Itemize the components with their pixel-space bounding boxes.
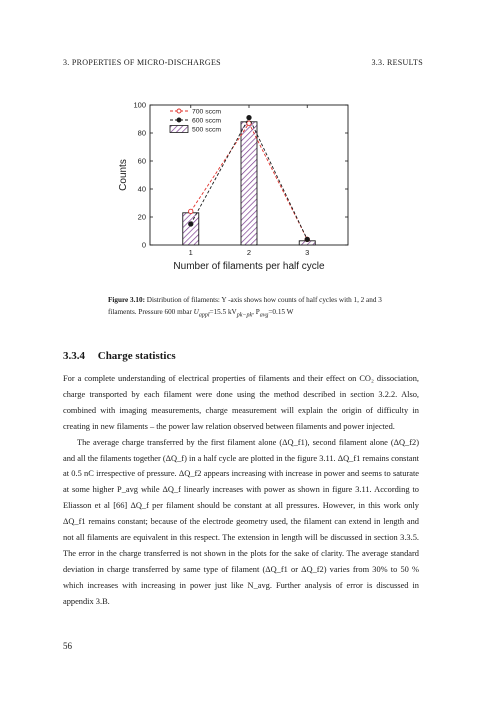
caption-u-value: =15.5 kV [209,307,237,316]
x-tick-label: 3 [305,248,310,257]
section-number: 3.3.4 [63,350,85,362]
data-point [305,237,309,241]
figure-caption [108,295,384,321]
x-axis-label: Number of filaments per half cycle [173,261,325,272]
y-tick-label: 0 [141,240,146,250]
data-point [189,209,193,213]
legend-marker [177,109,181,113]
caption-u-appl-sub: appl [198,311,210,318]
legend-label: 600 sccm [192,117,222,125]
y-tick-label: 80 [137,128,146,138]
y-tick-label: 60 [137,156,146,166]
caption-intro: Distribution of filaments: Y -axis shows how counts of half cycles with 1, 2 and 3 filaments. Pressure 600 mbar [108,296,382,316]
figure-3-10 [100,95,360,295]
section-heading [63,350,176,362]
data-point [247,115,251,119]
caption-label: Figure 3.10: [108,296,145,304]
body-text [63,371,419,610]
y-tick-label: 100 [133,100,146,110]
bar [183,213,199,245]
caption-p-value: =0.15 W [268,307,294,316]
legend-label: 700 sccm [192,108,222,116]
header-chapter: 3. PROPERTIES OF MICRO-DISCHARGES [63,58,221,67]
legend-label: 500 sccm [192,126,222,134]
bar [241,122,257,245]
y-tick-label: 20 [137,212,146,222]
header-section: 3.3. RESULTS [371,58,423,67]
data-point [189,222,193,226]
section-title: Charge statistics [97,350,176,362]
paragraph: The average charge transferred by the first filament alone (ΔQ_f1), second filament alone (ΔQ_f2) and all the filaments together (ΔQ_f) in a half cycle are plotted in the figure 3.11. ΔQ_f1 remains constant at 0.5 nC irrespective of pressure. ΔQ_f2 appears increasing with increase in power and seems to saturate at some higher P_avg while ΔQ_f linearly increases with power as shown in figure 3.11. According to Eliasson et al [66] ΔQ_f per filament should be constant at all pressures. However, in this work only ΔQ_f1 remains constant; because of the electrode geometry used, the filament can extend in length and not all filaments are equivalent in this respect. The extension in length will be discussed in section 3.3.5. The error in the charge transferred is not shown in the plots for the sake of clarity. The average standard deviation in charge transferred by same type of filament (ΔQ_f1 or ΔQ_f2) varies from 30% to 50 % which increases with increasing in power just like N_avg. Further analysis of error is discussed in appendix 3.B. [63,437,419,606]
x-tick-label: 2 [246,248,252,257]
y-axis-label: Counts [118,159,129,191]
page-number: 56 [63,641,72,651]
caption-p-avg-sub: avg [259,311,269,318]
legend-swatch [170,126,188,133]
bar-chart [100,95,360,295]
caption-p-avg: , P [252,307,260,316]
caption-kv-sub: pk−pk [236,311,253,318]
y-tick-label: 40 [137,184,146,194]
caption-u-appl: U [193,307,199,316]
x-tick-label: 1 [188,248,193,257]
paragraph: For a complete understanding of electrical properties of filaments and their effect on CO₂ dissociation, charge transported by each filament were done using the method described in section 3.2.2. Also, combined with imaging measurements, charge measurement will explain the origin of difficulty in creating in new filaments – the power law relation observed between filaments and power injected. [63,374,419,431]
legend-marker [177,118,181,122]
